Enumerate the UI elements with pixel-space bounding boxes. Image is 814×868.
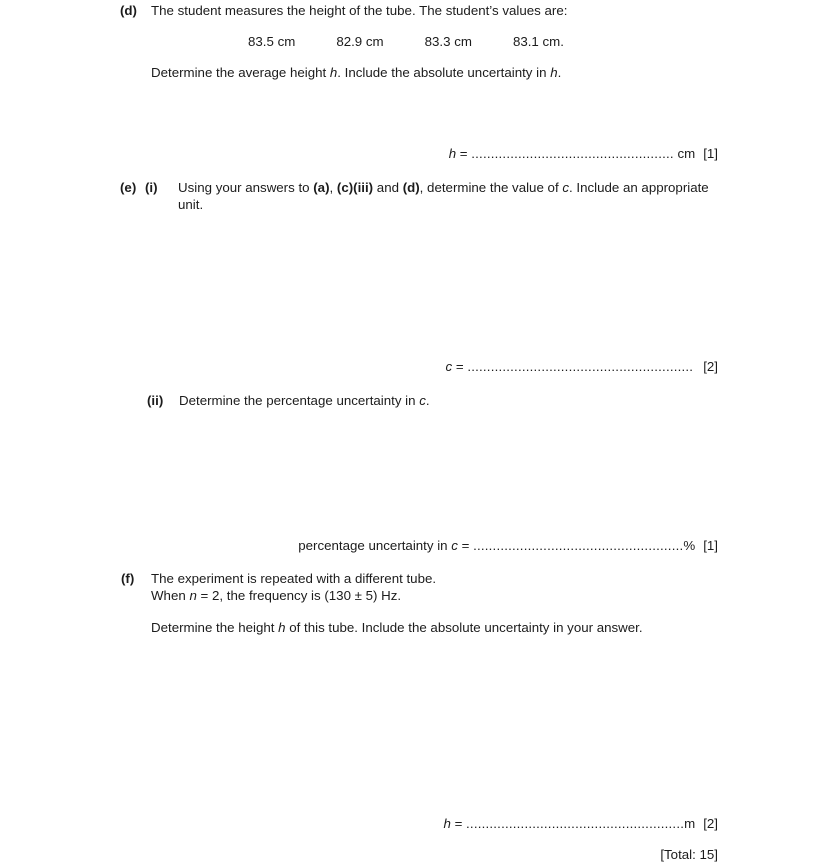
part-f-prompt <box>151 620 643 637</box>
answer-dotted-line: ...................................................... <box>473 538 684 553</box>
variable-h: h <box>329 65 338 80</box>
variable-c: c <box>562 180 569 195</box>
marks-badge: [1] <box>703 538 718 553</box>
measured-value-2: 82.9 cm <box>336 34 384 49</box>
ref-c-iii: (c)(iii) <box>336 180 374 195</box>
part-d-intro: The student measures the height of the tube. The student’s values are: <box>151 3 568 18</box>
variable-h: h <box>448 146 457 161</box>
part-f-intro <box>151 571 436 604</box>
variable-c: c <box>419 393 426 408</box>
ref-d: (d) <box>402 180 420 195</box>
marks-badge: [1] <box>703 146 718 161</box>
measured-value-1: 83.5 cm <box>248 34 296 49</box>
part-e-i-text-line2: unit. <box>178 196 204 212</box>
part-d-prompt-text-1: Determine the average height <box>151 65 330 80</box>
answer-line-d <box>449 146 718 163</box>
measured-value-4: 83.1 cm. <box>512 34 564 49</box>
answer-dotted-line: .................................................... <box>471 146 674 161</box>
part-e-i-text-2: , <box>329 180 337 195</box>
answer-line-e-ii <box>298 538 718 555</box>
part-e-ii-text-2: . <box>425 393 430 408</box>
marks-badge: [2] <box>703 816 718 831</box>
total-marks: [Total: 15] <box>660 847 718 862</box>
equals-sign: = <box>456 146 472 161</box>
part-f-line-2a: When <box>151 587 190 603</box>
part-d-label: (d) <box>120 3 137 18</box>
part-d-values-row <box>248 34 564 51</box>
equals-sign: = <box>457 538 474 553</box>
variable-h: h <box>443 816 451 831</box>
answer-unit: % <box>683 538 696 553</box>
part-d-prompt-text-3: . <box>557 65 562 80</box>
marks-badge: [2] <box>703 359 718 374</box>
variable-h: h <box>550 65 558 80</box>
part-f-prompt-text-1: Determine the height <box>151 620 279 635</box>
variable-c: c <box>445 359 453 374</box>
answer-label: percentage uncertainty in <box>298 538 452 553</box>
variable-h: h <box>278 620 286 635</box>
equals-sign: = <box>450 816 467 831</box>
equals-sign: = <box>452 359 468 374</box>
ref-a: (a) <box>313 180 330 195</box>
part-e-ii-prompt <box>179 393 430 410</box>
answer-dotted-line: ........................................................ <box>466 816 685 831</box>
part-e-ii-text-1: Determine the percentage uncertainty in <box>179 393 420 408</box>
answer-dotted-line: .......................................................... <box>467 359 694 374</box>
answer-unit: cm <box>673 146 696 161</box>
answer-line-e-i <box>446 359 718 376</box>
part-d-prompt-text-2: . Include the absolute uncertainty in <box>337 65 551 80</box>
measured-value-3: 83.3 cm <box>424 34 472 49</box>
part-f-line-2b: = 2, the frequency is (130 ± 5) Hz. <box>196 587 402 603</box>
part-e-i-text-4: , determine the value of <box>419 180 563 195</box>
answer-unit: m <box>684 816 696 831</box>
part-e-i-text-5: . Include an appropriate <box>568 180 709 195</box>
part-e-i-label: (i) <box>145 180 158 195</box>
part-d-prompt <box>151 65 561 82</box>
variable-c: c <box>451 538 458 553</box>
answer-line-f <box>443 816 718 833</box>
variable-n: n <box>189 587 197 603</box>
part-e-ii-label: (ii) <box>147 393 164 408</box>
part-f-prompt-text-2: of this tube. Include the absolute uncertainty in your answer. <box>285 620 643 635</box>
part-f-line-1: The experiment is repeated with a different tube. <box>151 571 437 586</box>
part-e-label: (e) <box>120 180 137 195</box>
part-e-i-text-1: Using your answers to <box>178 180 314 195</box>
part-f-label: (f) <box>121 571 135 586</box>
part-e-i-text-3: and <box>373 180 403 195</box>
part-e-i-prompt <box>178 180 758 213</box>
